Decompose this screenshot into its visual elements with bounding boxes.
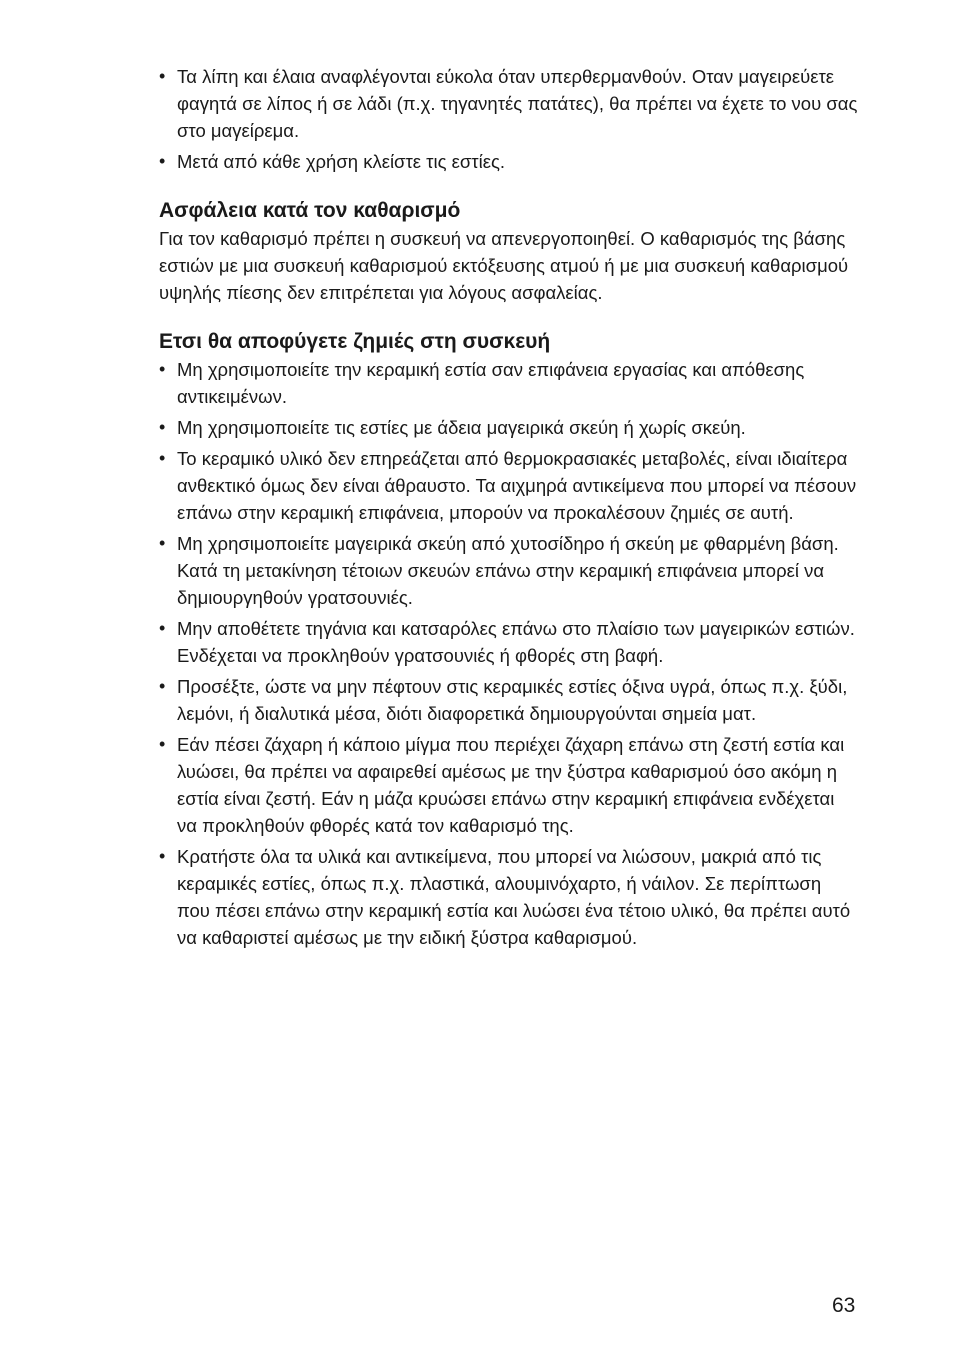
- page-number: 63: [832, 1294, 856, 1317]
- section-heading-cleaning: Ασφάλεια κατά τον καθαρισμό: [159, 199, 461, 222]
- damage-bullet-list: [159, 356, 859, 951]
- list-item: • Μετά από κάθε χρήση κλείστε τις εστίες.: [159, 148, 859, 175]
- section-heading-damage: Ετσι θα αποφύγετε ζημιές στη συσκευή: [159, 330, 551, 353]
- list-item: • Μη χρησιμοποιείτε μαγειρικά σκεύη από χυτοσίδηρο ή σκεύη με φθαρμένη βάση. Κατά τη μετακίνηση τέτοιων σκευών επάνω στην κεραμική επιφάνεια μπορεί να δημιουργηθούν γρατσουνιές.: [159, 530, 859, 611]
- cleaning-paragraph: Για τον καθαρισμό πρέπει η συσκευή να απενεργοποιηθεί. Ο καθαρισμός της βάσης εστιών με μια συσκευή καθαρισμού εκτόξευσης ατμού ή με μια συσκευή καθαρισμού υψηλής πίεσης δεν επιτρέπεται για λόγους ασφαλείας.: [159, 228, 849, 303]
- list-item: • Μη χρησιμοποιείτε τις εστίες με άδεια μαγειρικά σκεύη ή χωρίς σκεύη.: [159, 414, 859, 441]
- list-item: • Μην αποθέτετε τηγάνια και κατσαρόλες επάνω στο πλαίσιο των μαγειρικών εστιών. Ενδέχεται να προκληθούν γρατσουνιές ή φθορές στη βαφή.: [159, 615, 859, 669]
- top-bullet-list: [159, 63, 859, 175]
- list-item: • Εάν πέσει ζάχαρη ή κάποιο μίγμα που περιέχει ζάχαρη επάνω στη ζεστή εστία και λυώσει, θα πρέπει να αφαιρεθεί αμέσως με την ξύστρα καθαρισμού όσο ακόμη η εστία είναι ζεστή. Εάν η μάζα κρυώσει επάνω στην κεραμική επιφάνεια ενδέχεται να προκληθούν φθορές κατά τον καθαρισμό της.: [159, 731, 859, 839]
- list-item: • Το κεραμικό υλικό δεν επηρεάζεται από θερμοκρασιακές μεταβολές, είναι ιδιαίτερα ανθεκτικό όμως δεν είναι άθραυστο. Τα αιχμηρά αντικείμενα που μπορεί να πέσουν επάνω στην κεραμική επιφάνεια, μπορούν να προκαλέσουν ζημιές σε αυτή.: [159, 445, 859, 526]
- list-item: • Τα λίπη και έλαια αναφλέγονται εύκολα όταν υπερθερμανθούν. Οταν μαγειρεύετε φαγητά σε λίπος ή σε λάδι (π.χ. τηγανητές πατάτες), θα πρέπει να έχετε το νου σας στο μαγείρεμα.: [159, 63, 859, 144]
- list-item: • Προσέξτε, ώστε να μην πέφτουν στις κεραμικές εστίες όξινα υγρά, όπως π.χ. ξύδι, λεμόνι, ή διαλυτικά μέσα, διότι διαφορετικά δημιουργούνται σημεία ματ.: [159, 673, 859, 727]
- list-item: • Κρατήστε όλα τα υλικά και αντικείμενα, που μπορεί να λιώσουν, μακριά από τις κεραμικές εστίες, όπως π.χ. πλαστικά, αλουμινόχαρτο, ή νάιλον. Σε περίπτωση που πέσει επάνω στην κεραμική εστία και λυώσει ένα τέτοιο υλικό, θα πρέπει αυτό να καθαριστεί αμέσως με την ειδική ξύστρα καθαρισμού.: [159, 843, 859, 951]
- document-page: [159, 63, 859, 955]
- list-item: • Μη χρησιμοποιείτε την κεραμική εστία σαν επιφάνεια εργασίας και απόθεσης αντικειμένων.: [159, 356, 859, 410]
